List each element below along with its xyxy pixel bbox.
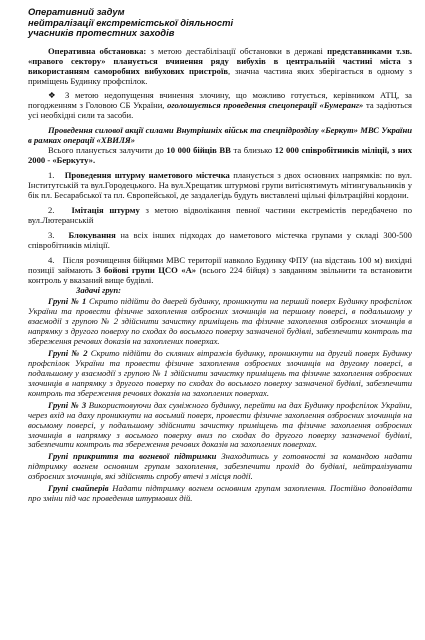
list-item-2-text: з метою відволікання певної частини екстремістів передбачено по вул.Лютеранській xyxy=(28,205,412,226)
situation-text-2: , значна частина яких зберігається в одному з приміщень Будинку профспілок. xyxy=(28,65,412,86)
list-item-1-text: планується з двох основних напрямків: по вул. Інститутській та вул.Городецького. На вул.Хрещатик штурмові групи витіснятимуть мітингувальників у бік пл. Бесарабської та пл. Європейської, де заздалегідь будуть виставлені щільні фільтраційні кордони. xyxy=(28,170,412,201)
prevention-text-2: та задіються усі необхідні сили та засоби. xyxy=(28,100,412,121)
prevention-bold-text: оголошується проведення спецоперації «Бумеранг» xyxy=(167,100,364,111)
list-item-4-text: (всього 224 бійця) з завданням звільнити та встановити контроль у вказаний вище будівлі. xyxy=(28,265,413,285)
forces-paragraph xyxy=(28,146,412,166)
list-item-1-bold: Проведення штурму наметового містечка xyxy=(64,170,230,181)
operation-title-text: Проведення силової акції силами Внутрішніх військ та спецпідрозділу «Беркут» МВС України в рамках операції «ХВИЛЯ» xyxy=(28,125,412,146)
task-group-1-label: Групі № 1 xyxy=(48,295,87,306)
task-group-2-text: Скрито підійти до скляних вітражів будинку, проникнути на другий поверх Будинку профспілок України та провести фізичне захоплення озброєних злочинців на другому поверсі, в подальшому у взаємодії з групою № 1 здійснити зачистку приміщень та фізичне захоплення озброєних злочинців в напрямку з другого поверху по сходах до восьмого поверху зазначеної будівлі, забезпечити контроль та збереження речових доказів на захоплених поверхах. xyxy=(28,347,412,398)
bullet-star-icon: ❖ xyxy=(48,90,65,101)
forces-bold-1: 10 000 бійців ВВ xyxy=(166,145,231,156)
tasks-title: Задачі груп: xyxy=(76,284,121,295)
list-item-2 xyxy=(28,206,412,226)
tasks-list xyxy=(28,297,412,504)
document-header xyxy=(28,7,412,39)
prevention-text-1: З метою недопущення вчинення злочину, що можливо готується, керівником АТЦ, за погодженням з Головою СБ України, xyxy=(28,90,412,111)
list-item-3-text: на всіх інших підходах до наметового містечка групами у складі 300-500 співробітників міліції. xyxy=(28,230,412,251)
list-item-4-bold: 3 бойові групи ЦСО «А» xyxy=(96,265,197,275)
task-group-3 xyxy=(28,401,412,451)
task-sniper-group xyxy=(28,484,412,504)
situation-label: Оперативна обстановка: xyxy=(48,45,147,56)
situation-paragraph xyxy=(28,47,412,87)
situation-bold-text: представниками т.зв. «правого сектору» планується вчинення ряду вибухів в центральній частині міста з використанням саморобних вибухових пристроїв xyxy=(28,45,412,76)
forces-text-1: Всього планується залучити до xyxy=(48,145,167,156)
task-group-1-text: Скрито підійти до дверей будинку, проникнути на перший поверх Будинку профспілок України та провести фізичне захоплення озброєних злочинців на першому поверсі, в подальшому у взаємодії з групою № 2 здійснити зачистку приміщень та фізичне захоплення озброєних злочинців в напрямку з другого поверху по сходах до восьмого поверху зазначеної будівлі, забезпечити контроль та збереження речових доказів на захоплених поверхах. xyxy=(28,295,413,346)
forces-text-2: та близько xyxy=(230,145,275,156)
list-item-2-number: 2. xyxy=(48,205,55,216)
list-item-4-number: 4. xyxy=(48,255,55,266)
header-line-2: нейтралізації екстремістської діяльності xyxy=(28,16,234,28)
list-item-3-number: 3. xyxy=(48,230,55,241)
task-group-3-text: Використовуючи дах суміжного будинку, перейти на дах Будинку профспілок України, через вхід на даху проникнути на восьмий поверх, провести фізичне захоплення озброєних злочинців на восьмому поверсі, у подальшому здійснити зачистку приміщень та фізичне захоплення озброєних злочинців в напрямку з восьмого поверху вниз по сходах до другого поверху зазначеної будівлі, забезпечити контроль та збереження речових доказів на захоплених поверхах. xyxy=(28,399,412,450)
task-group-2-label: Групі № 2 xyxy=(48,347,88,358)
list-item-2-bold: Імітація штурму xyxy=(71,205,140,216)
situation-text-1: з метою дестабілізації обстановки в державі xyxy=(146,45,328,56)
header-line-1: Оперативний задум xyxy=(28,6,125,17)
task-cover-group xyxy=(28,452,412,482)
list-item-3-bold: Блокування xyxy=(68,230,116,241)
header-line-3: учасників протестних заходів xyxy=(28,27,175,39)
task-sniper-group-text: Надати підтримку вогнем основним групам захоплення. Постійно доповідати про зміни під час проведення штурмових дій. xyxy=(28,483,412,504)
list-item-4-pre: Після розчищення бійцями МВС території навколо Будинку ФПУ (на відстань 100 м) вихідні позиції займають xyxy=(28,255,412,275)
forces-bold-2: 12 000 співробітників міліції, з них 2000 - «Беркуту». xyxy=(28,145,413,166)
prevention-paragraph xyxy=(28,91,412,121)
task-group-3-label: Групі № 3 xyxy=(48,399,87,410)
task-group-1 xyxy=(28,297,412,347)
list-item-1-number: 1. xyxy=(48,170,55,181)
operation-title xyxy=(28,126,412,146)
task-group-2 xyxy=(28,349,412,399)
list-item-3 xyxy=(28,231,412,251)
task-cover-group-label: Групі прикриття та вогневої підтримки xyxy=(48,451,217,462)
task-sniper-group-label: Групі снайперів xyxy=(48,483,109,494)
list-item-4 xyxy=(28,256,412,286)
list-item-1 xyxy=(28,171,412,201)
task-cover-group-text: Знаходитись у готовності за командою надати підтримку вогнем основним групам захоплення, забезпечити прохід до будівлі, нейтралізувати озброєних злочинців, які здійснять спробу втечі з місця події. xyxy=(28,451,412,482)
